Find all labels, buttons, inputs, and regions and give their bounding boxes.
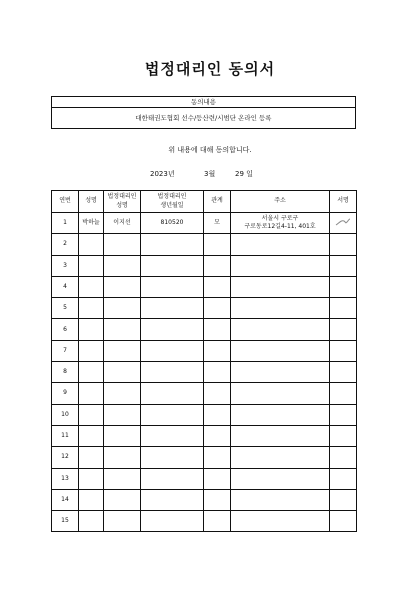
address-cell [231,468,330,489]
guardian-name-cell [104,255,141,276]
table-row [52,489,357,510]
relation-cell [204,276,231,297]
signature-cell [330,511,357,532]
table-header-row [52,191,357,213]
table-row [52,468,357,489]
address-cell [231,511,330,532]
guardian-dob-cell [141,298,204,319]
player-name-cell [79,362,104,383]
relation-cell [204,298,231,319]
address-cell [231,383,330,404]
signature-mark [335,217,351,227]
signature-cell [330,234,357,255]
guardian-dob-cell: 810520 [141,213,204,234]
address-cell [231,319,330,340]
player-name-cell [79,383,104,404]
guardian-dob-cell [141,276,204,297]
guardian-dob-cell [141,340,204,361]
table-row [52,255,357,276]
guardian-name-cell [104,468,141,489]
guardian-dob-cell [141,383,204,404]
guardian-dob-cell [141,447,204,468]
guardian-name-cell [104,234,141,255]
relation-cell [204,340,231,361]
relation-cell [204,404,231,425]
player-name-cell [79,255,104,276]
row-number: 4 [52,276,79,297]
row-number: 13 [52,468,79,489]
table-row [52,511,357,532]
player-name-cell [79,468,104,489]
guardian-dob-cell [141,511,204,532]
guardian-name-cell: 이지선 [104,213,141,234]
guardian-dob-cell [141,468,204,489]
guardian-name-cell [104,489,141,510]
address-cell [231,234,330,255]
address-cell: 서울시 구로구 구로동로12길4-11, 401호 [231,213,330,234]
player-name-cell [79,340,104,361]
guardian-name-cell [104,383,141,404]
address-cell [231,489,330,510]
header-no: 연번 [52,191,79,213]
row-number: 1 [52,213,79,234]
signature-cell [330,447,357,468]
row-number: 10 [52,404,79,425]
relation-cell [204,319,231,340]
guardian-name-cell [104,298,141,319]
player-name-cell [79,276,104,297]
document-title: 법정대리인 동의서 [144,60,276,78]
relation-cell [204,511,231,532]
guardian-dob-cell [141,255,204,276]
header-address: 주소 [231,191,330,213]
relation-cell [204,425,231,446]
row-number: 5 [52,298,79,319]
address-cell [231,255,330,276]
signature-cell [330,404,357,425]
header-relation: 관계 [204,191,231,213]
guardian-dob-cell [141,404,204,425]
header-name: 성명 [79,191,104,213]
table-row [52,276,357,297]
consent-content: 대한태권도협회 선수/등산련/시범단 온라인 등록 [135,114,272,122]
guardian-dob-cell [141,319,204,340]
header-guardian-dob: 법정대리인 생년월일 [141,191,204,213]
guardian-name-cell [104,404,141,425]
row-number: 15 [52,511,79,532]
signature-cell [330,425,357,446]
relation-cell [204,383,231,404]
header-signature: 서명 [330,191,357,213]
signature-cell [330,255,357,276]
signature-cell [330,362,357,383]
address-cell [231,276,330,297]
player-name-cell [79,404,104,425]
date-day: 29 일 [235,170,253,178]
guardian-name-cell [104,319,141,340]
player-name-cell [79,425,104,446]
consent-box [51,96,356,129]
signature-cell [330,489,357,510]
relation-cell: 모 [204,213,231,234]
player-name-cell [79,234,104,255]
table-row [52,425,357,446]
guardian-dob-cell [141,362,204,383]
table-row [52,447,357,468]
relation-cell [204,234,231,255]
address-cell [231,340,330,361]
consent-heading: 동의내용 [52,97,355,108]
player-name-cell [79,319,104,340]
signature-cell [330,468,357,489]
signature-cell [330,276,357,297]
player-name-cell [79,298,104,319]
table-row [52,383,357,404]
address-cell [231,447,330,468]
table-row [52,340,357,361]
guardian-consent-table [51,190,357,532]
guardian-name-cell [104,362,141,383]
guardian-dob-cell [141,489,204,510]
guardian-name-cell [104,276,141,297]
player-name-cell [79,447,104,468]
table-row [52,234,357,255]
guardian-name-cell [104,340,141,361]
row-number: 2 [52,234,79,255]
signature-cell [330,383,357,404]
relation-cell [204,447,231,468]
relation-cell [204,489,231,510]
signature-cell [330,340,357,361]
guardian-name-cell [104,511,141,532]
table-row [52,404,357,425]
address-cell [231,298,330,319]
row-number: 6 [52,319,79,340]
signature-cell [330,298,357,319]
guardian-dob-cell [141,425,204,446]
address-cell [231,404,330,425]
row-number: 12 [52,447,79,468]
address-cell [231,362,330,383]
row-number: 11 [52,425,79,446]
guardian-dob-cell [141,234,204,255]
player-name-cell: 박하늘 [79,213,104,234]
table-row [52,362,357,383]
table-row [52,298,357,319]
player-name-cell [79,489,104,510]
address-cell [231,425,330,446]
signature-cell [330,319,357,340]
agreement-text: 위 내용에 대해 동의합니다. [168,146,252,154]
row-number: 8 [52,362,79,383]
relation-cell [204,468,231,489]
guardian-name-cell [104,447,141,468]
table-row [52,319,357,340]
row-number: 9 [52,383,79,404]
row-number: 14 [52,489,79,510]
date-year: 2023년 [150,170,175,178]
date-month: 3월 [204,170,216,178]
row-number: 7 [52,340,79,361]
relation-cell [204,362,231,383]
header-guardian-name: 법정대리인 성명 [104,191,141,213]
player-name-cell [79,511,104,532]
row-number: 3 [52,255,79,276]
relation-cell [204,255,231,276]
table-row [52,213,357,234]
signature-cell [330,213,357,234]
guardian-name-cell [104,425,141,446]
